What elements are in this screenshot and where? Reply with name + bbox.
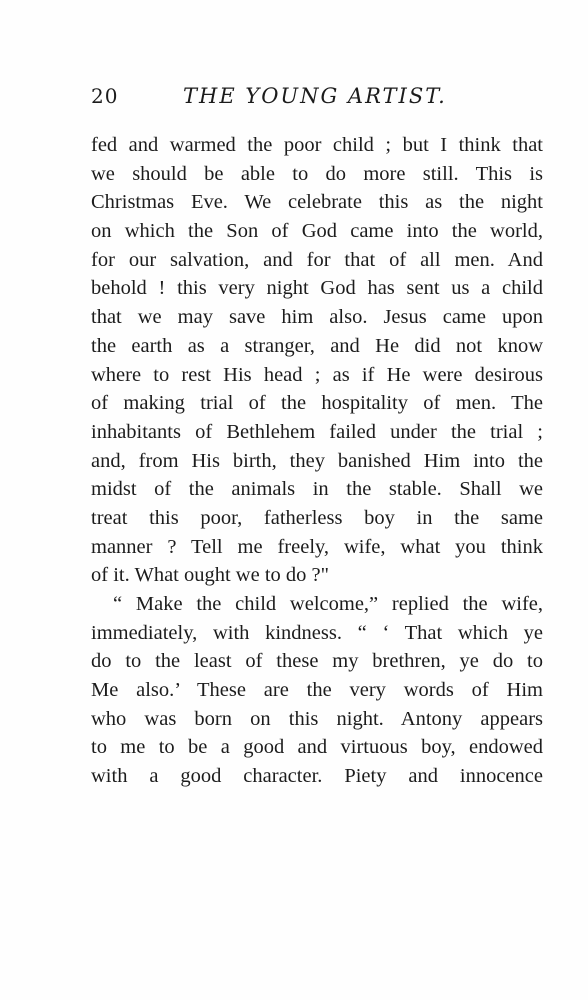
text-line: “ Make the child welcome,” replied the wife, bbox=[113, 593, 543, 615]
text-line: who was born on this night. Antony appears bbox=[91, 707, 543, 730]
text-line: the earth as a stranger, and He did not know bbox=[91, 334, 543, 357]
body-text bbox=[91, 131, 543, 791]
running-title: THE YOUNG ARTIST. bbox=[183, 84, 447, 108]
text-line: for our salvation, and for that of all men. And bbox=[91, 248, 543, 271]
text-line: that we may save him also. Jesus came upon bbox=[91, 306, 543, 329]
text-line: to me to be a good and virtuous boy, endowed bbox=[91, 736, 543, 759]
page-header bbox=[91, 84, 543, 118]
text-line: midst of the animals in the stable. Shall we bbox=[91, 478, 543, 501]
text-line: treat this poor, fatherless boy in the same bbox=[91, 506, 543, 529]
text-line: immediately, with kindness. “ ‘ That which ye bbox=[91, 621, 543, 644]
page-number: 20 bbox=[91, 84, 119, 108]
text-line: where to rest His head ; as if He were desirous bbox=[91, 363, 543, 386]
text-line: with a good character. Piety and innocence bbox=[91, 765, 543, 788]
text-line: of making trial of the hospitality of men. The bbox=[91, 392, 543, 415]
text-line: Me also.’ These are the very words of Him bbox=[91, 679, 543, 702]
text-line: and, from His birth, they banished Him into the bbox=[91, 449, 543, 472]
text-line: Christmas Eve. We celebrate this as the night bbox=[91, 191, 543, 214]
text-line: do to the least of these my brethren, ye do to bbox=[91, 650, 543, 673]
text-line: inhabitants of Bethlehem failed under the trial ; bbox=[91, 420, 543, 443]
text-line: fed and warmed the poor child ; but I think that bbox=[91, 134, 543, 156]
text-line: on which the Son of God came into the world, bbox=[91, 220, 543, 243]
text-line: manner ? Tell me freely, wife, what you think bbox=[91, 535, 543, 558]
text-line: we should be able to do more still. This is bbox=[91, 162, 543, 185]
text-line: behold ! this very night God has sent us a child bbox=[91, 277, 543, 300]
text-line: of it. What ought we to do ?" bbox=[91, 564, 330, 587]
